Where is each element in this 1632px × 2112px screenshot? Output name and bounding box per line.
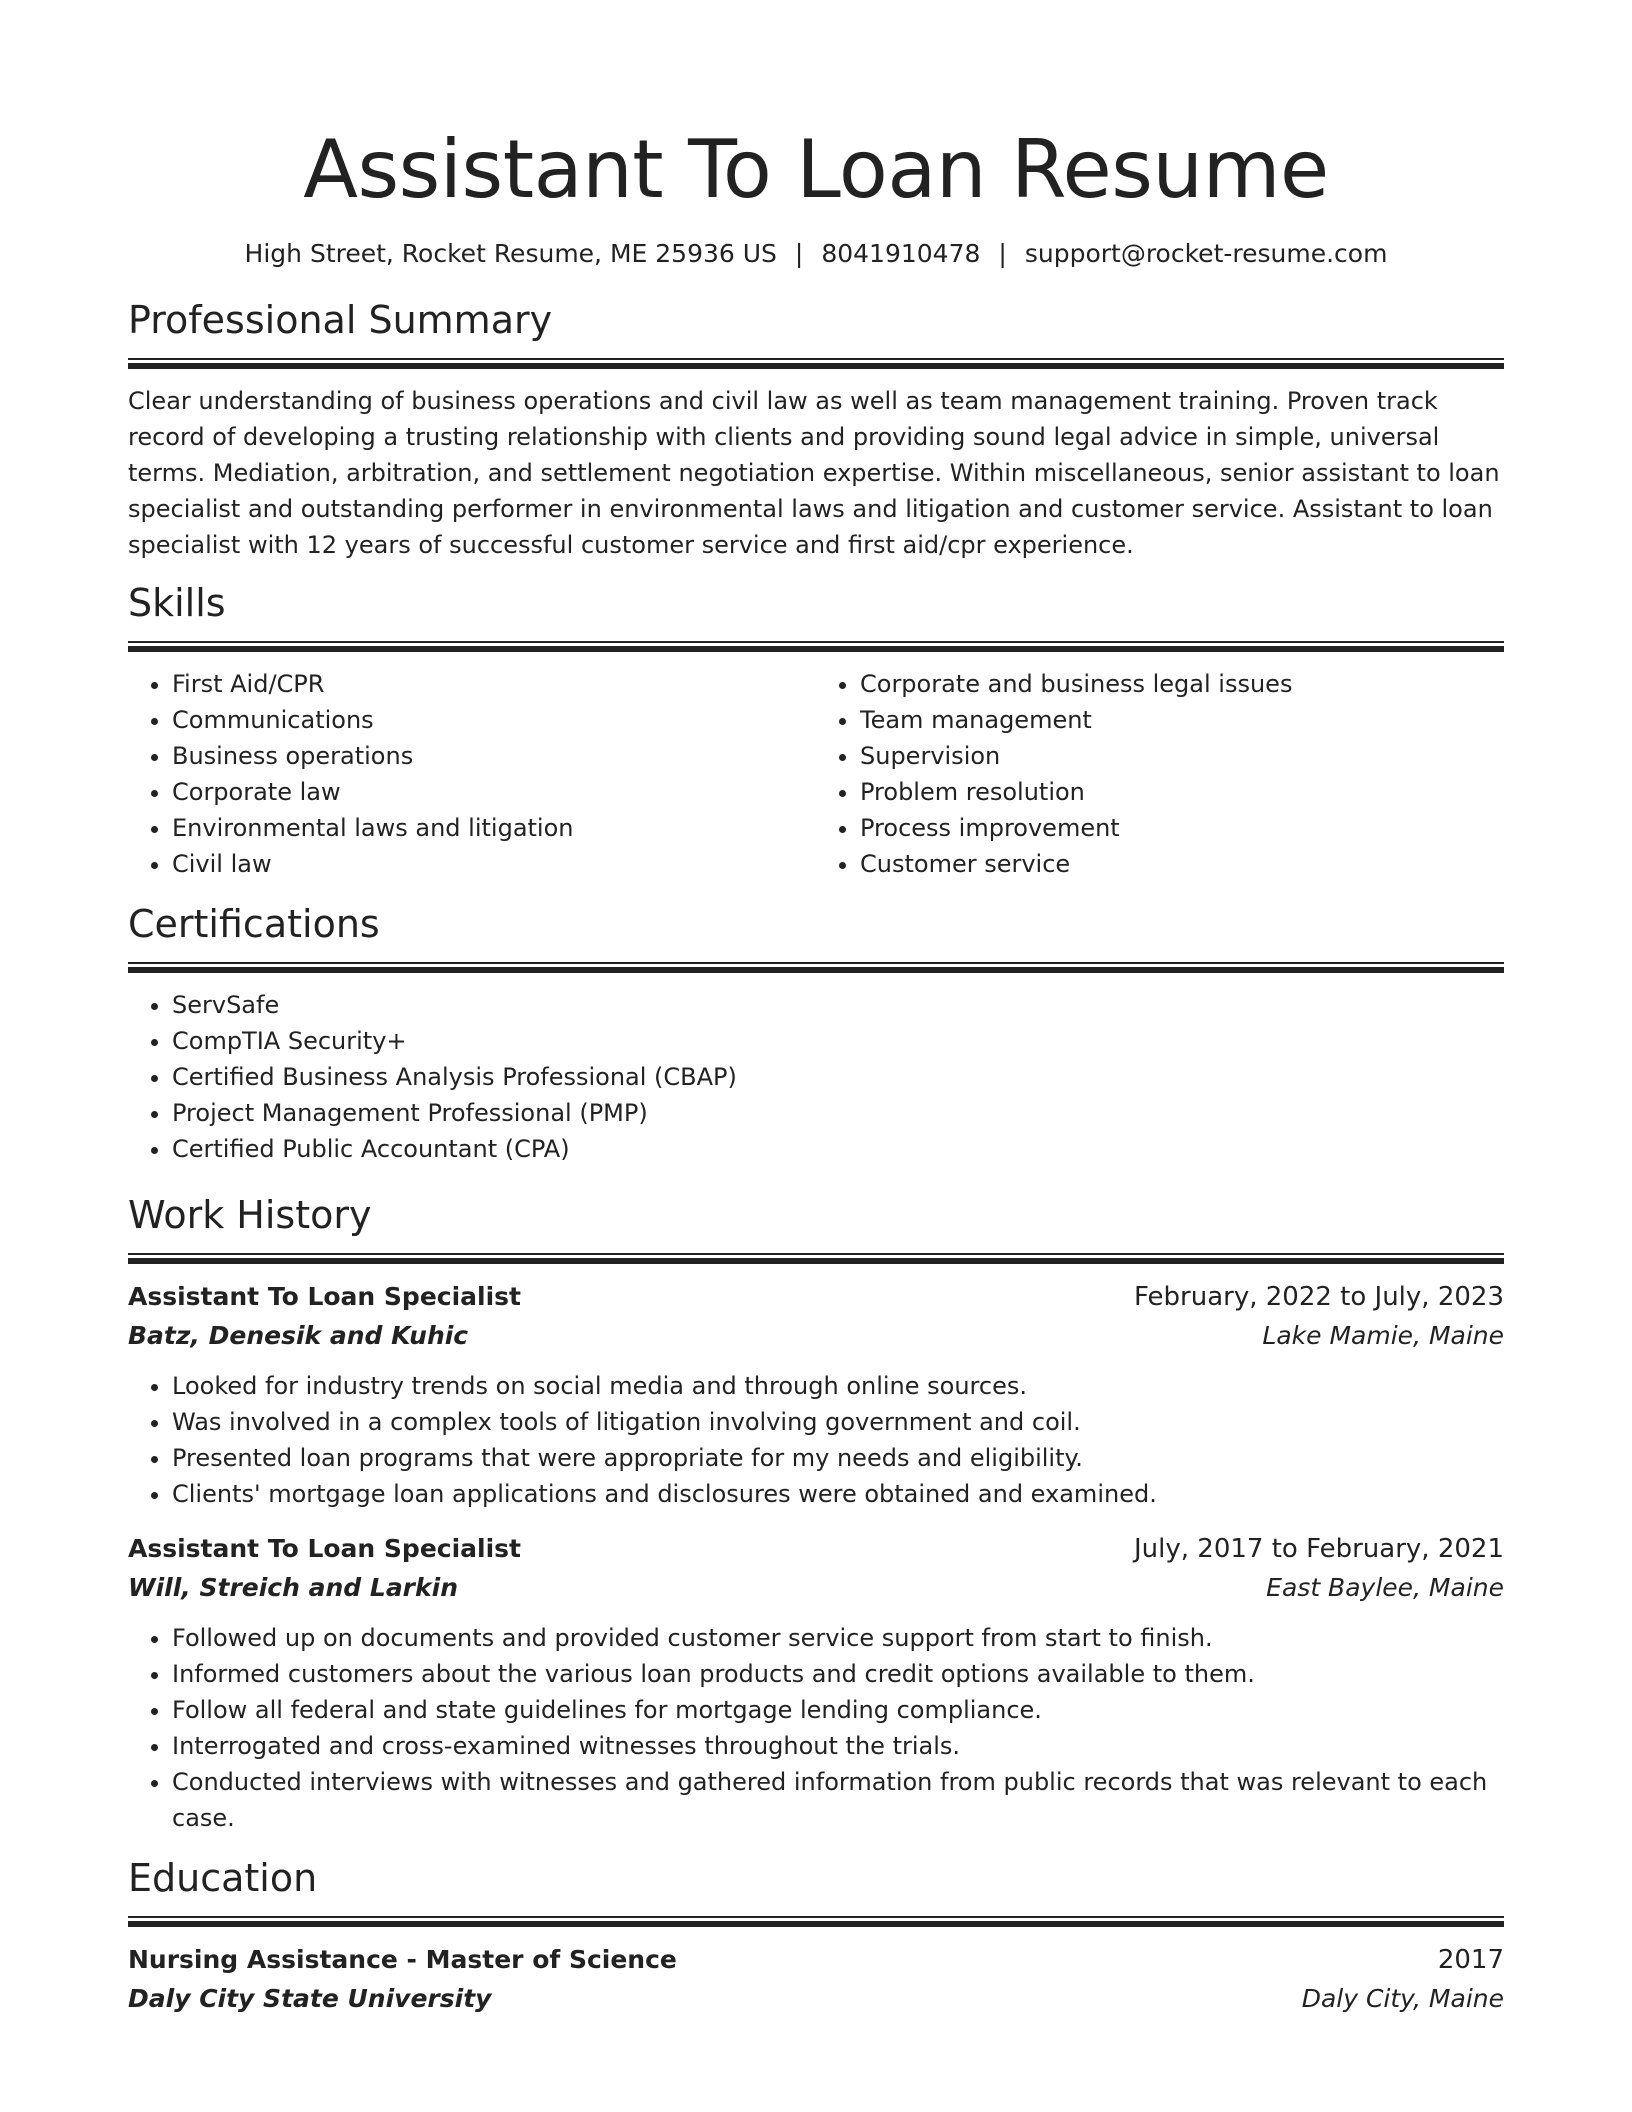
job-bullet: • Presented loan programs that were appropriate for my needs and eligibility. xyxy=(172,1440,1504,1476)
skill-item: • Corporate and business legal issues xyxy=(860,666,1504,702)
skill-item: • Communications xyxy=(172,702,816,738)
section-divider xyxy=(128,962,1504,973)
section-work-history xyxy=(128,1191,1504,1836)
contact-phone: 8041910478 xyxy=(821,239,981,268)
skill-item: • Customer service xyxy=(860,846,1504,882)
skill-item: • Civil law xyxy=(172,846,816,882)
contact-address: High Street, Rocket Resume, ME 25936 US xyxy=(244,239,777,268)
skill-item: • Supervision xyxy=(860,738,1504,774)
skills-column-right xyxy=(816,666,1504,882)
section-divider xyxy=(128,1916,1504,1927)
job-bullet: • Looked for industry trends on social media and through online sources. xyxy=(172,1368,1504,1404)
job-bullet: • Conducted interviews with witnesses and gathered information from public records that was relevant to each case. xyxy=(172,1764,1504,1836)
job-bullet: • Interrogated and cross-examined witnesses throughout the trials. xyxy=(172,1728,1504,1764)
skill-item: • Environmental laws and litigation xyxy=(172,810,816,846)
section-education xyxy=(128,1854,1504,2019)
skill-item: • Business operations xyxy=(172,738,816,774)
education-year: 2017 xyxy=(1437,1945,1504,1975)
contact-separator: | xyxy=(998,239,1007,268)
section-title-skills: Skills xyxy=(128,581,226,625)
skill-item: • Corporate law xyxy=(172,774,816,810)
section-summary xyxy=(128,296,1504,563)
skill-item: • Process improvement xyxy=(860,810,1504,846)
education-location: Daly City, Maine xyxy=(1301,1984,1504,2013)
section-title-education: Education xyxy=(128,1856,318,1900)
job-header-row xyxy=(128,1530,1504,1568)
job-entry xyxy=(128,1278,1504,1512)
section-skills xyxy=(128,579,1504,882)
job-company-row xyxy=(128,1316,1504,1356)
certification-item: • CompTIA Security+ xyxy=(172,1023,1504,1059)
section-divider xyxy=(128,358,1504,369)
job-company: Batz, Denesik and Kuhic xyxy=(128,1321,469,1350)
section-divider xyxy=(128,641,1504,652)
education-entry xyxy=(128,1941,1504,2019)
certification-item: • Certified Public Accountant (CPA) xyxy=(172,1131,1504,1167)
skill-item: • Problem resolution xyxy=(860,774,1504,810)
section-title-certifications: Certifications xyxy=(128,902,380,946)
resume-title: Assistant To Loan Resume xyxy=(303,123,1329,216)
skill-item: • Team management xyxy=(860,702,1504,738)
education-header-row xyxy=(128,1941,1504,1979)
education-school-row xyxy=(128,1979,1504,2019)
certification-item: • Project Management Professional (PMP) xyxy=(172,1095,1504,1131)
job-location: Lake Mamie, Maine xyxy=(1262,1321,1504,1350)
contact-separator: | xyxy=(794,239,804,268)
job-company-row xyxy=(128,1568,1504,1608)
skills-column-left xyxy=(128,666,816,882)
job-bullet: • Follow all federal and state guidelines for mortgage lending compliance. xyxy=(172,1692,1504,1728)
job-location: East Baylee, Maine xyxy=(1266,1573,1504,1602)
contact-email[interactable]: support@rocket-resume.com xyxy=(1024,239,1388,268)
job-title: Assistant To Loan Specialist xyxy=(128,1282,522,1311)
job-bullet: • Clients' mortgage loan applications and disclosures were obtained and examined. xyxy=(172,1476,1504,1512)
job-bullet: • Was involved in a complex tools of litigation involving government and coil. xyxy=(172,1404,1504,1440)
job-dates: July, 2017 to February, 2021 xyxy=(1134,1534,1504,1564)
job-header-row xyxy=(128,1278,1504,1316)
certification-item: • Certified Business Analysis Professional (CBAP) xyxy=(172,1059,1504,1095)
certification-item: • ServSafe xyxy=(172,987,1504,1023)
job-title: Assistant To Loan Specialist xyxy=(128,1534,522,1563)
job-bullet: • Informed customers about the various loan products and credit options available to them. xyxy=(172,1656,1504,1692)
summary-text: Clear understanding of business operations and civil law as well as team management training. Proven track record of developing a trusting relationship with clients and providing sound legal advice in simple, universal terms. Mediation, arbitration, and settlement negotiation expertise. Within miscellaneous, senior assistant to loan specialist and outstanding performer in environmental laws and litigation and customer service. Assistant to loan specialist with 12 years of successful customer service and first aid/cpr experience. xyxy=(128,387,1500,559)
section-title-work-history: Work History xyxy=(128,1193,372,1237)
education-degree: Nursing Assistance - Master of Science xyxy=(128,1945,677,1974)
education-school: Daly City State University xyxy=(128,1984,492,2013)
job-entry xyxy=(128,1530,1504,1836)
skill-item: • First Aid/CPR xyxy=(172,666,816,702)
contact-line xyxy=(128,236,1504,272)
job-bullet: • Followed up on documents and provided customer service support from start to finish. xyxy=(172,1620,1504,1656)
job-dates: February, 2022 to July, 2023 xyxy=(1134,1282,1504,1312)
section-title-summary: Professional Summary xyxy=(128,298,553,342)
job-company: Will, Streich and Larkin xyxy=(128,1573,459,1602)
section-divider xyxy=(128,1253,1504,1264)
skills-columns xyxy=(128,666,1504,882)
section-certifications xyxy=(128,900,1504,1167)
